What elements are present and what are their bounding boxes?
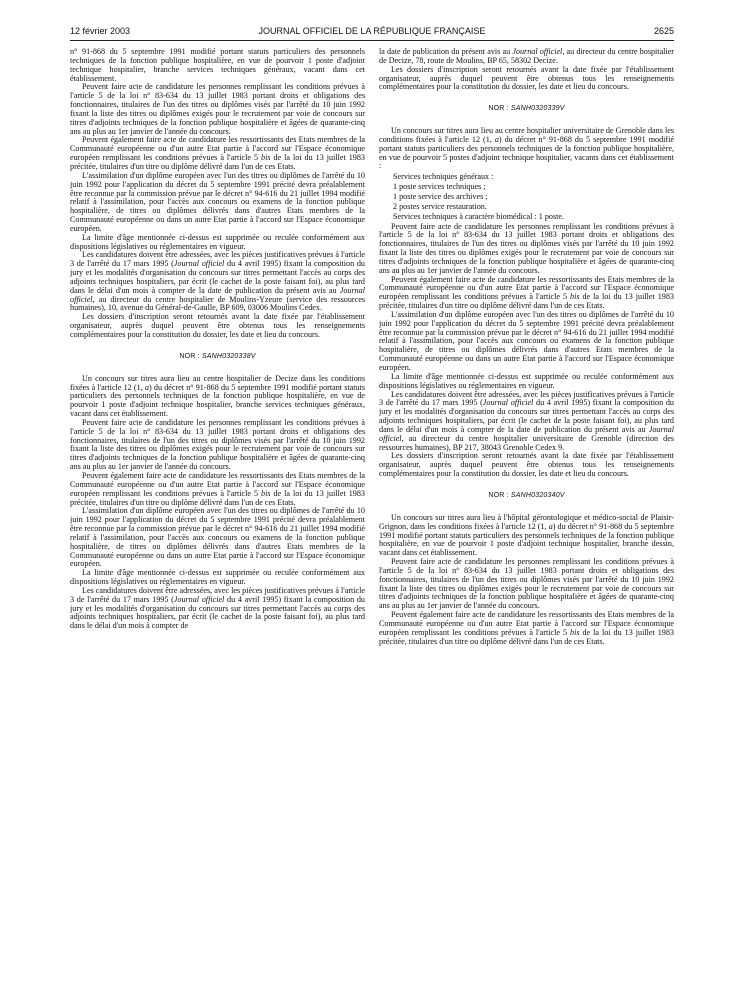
paragraph: Peuvent faire acte de candidature les personnes remplissant les conditions prévues à l'article 5 de la loi n° 83-634 du 13 juillet 1983 portant droits et obligations des fonctionnaires, titulaires de l'un des titres ou diplômes visés par l'arrêté du 10 juin 1992 fixant la liste des titres ou diplômes exigés pour le recrutement par voie de concours sur titres d'adjoints techniques de la fonction publique hospitalière et âgées de quarante-cinq ans au plus au 1er janvier de l'année du concours. — [379, 221, 674, 275]
header-rule — [70, 40, 674, 41]
list-item: 2 postes service restauration. — [393, 201, 487, 211]
nor-reference: NOR : SANH0320338V — [179, 352, 256, 360]
nor-reference: NOR : SANH0320340V — [488, 491, 565, 499]
paragraph: Les dossiers d'inscription seront retournés avant la date fixée par l'établissement organisateur, auprès duquel peuvent être obtenus tous les renseignements complémentaires pour la constitution du dossier, les date et lieu du concours. — [70, 312, 365, 339]
paragraph: Les dossiers d'inscription seront retournés avant la date fixée par l'établissement organisateur, auprès duquel peuvent être obtenus tous les renseignements complémentaires pour la constitution du dossier, les date et lieu du concours. — [379, 64, 674, 92]
paragraph: Peuvent également faire acte de candidature les ressortissants des Etats membres de la Communauté européenne ou d'un autre Etat partie à l'accord sur l'Espace économique européen remplissant les conditions prévues à l'article 5 bis de la loi du 13 juillet 1983 précitée, titulaires d'un titre ou diplôme délivré dans l'un de ces Etats. — [379, 274, 674, 311]
nor-reference: NOR : SANH0320339V — [488, 105, 565, 113]
left-column — [70, 48, 365, 978]
list-item: 1 poste services techniques ; — [393, 182, 486, 192]
paragraph: Les dossiers d'inscription seront retournés avant la date fixée par l'établissement organisateur, auprès duquel peuvent être obtenus tous les renseignements complémentaires pour la constitution du dossier, les date et lieu du concours. — [379, 451, 674, 479]
right-column — [379, 48, 674, 978]
paragraph: la date de publication du présent avis au Journal officiel, au directeur du centre hospitalier de Decize, 78, route de Moulins, BP 65, 58302 Decize. — [379, 48, 674, 65]
paragraph: Peuvent également faire acte de candidature les ressortissants des Etats membres de la Communauté européenne ou d'un autre Etat partie à l'accord sur l'Espace économique européen remplissant les conditions prévues à l'article 5 bis de la loi du 13 juillet 1983 précitée, titulaires d'un titre ou diplôme délivré dans l'un de ces Etats. — [379, 610, 674, 646]
page-number: 2625 — [653, 26, 674, 36]
paragraph: Peuvent faire acte de candidature les personnes remplissant les conditions prévues à l'article 5 de la loi n° 83-634 du 13 juillet 1983 portant droits et obligations des fonctionnaires, titulaires de l'un des titres ou diplômes visés par l'arrêté du 10 juin 1992 fixant la liste des titres ou diplômes exigés pour le recrutement par voie de concours sur titres d'adjoints techniques de la fonction publique hospitalière et âgées de quarante-cinq ans au plus au 1er janvier de l'année du concours. — [70, 417, 365, 472]
paragraph: Peuvent faire acte de candidature les personnes remplissant les conditions prévues à l'article 5 de la loi n° 83-634 du 13 juillet 1983 portant droits et obligations des fonctionnaires, titulaires de l'un des titres ou diplômes visés par l'arrêté du 10 juin 1992 fixant la liste des titres ou diplômes exigés pour le recrutement par voie de concours sur titres d'adjoints techniques de la fonction publique hospitalière et âgées de quarante-cinq ans au plus au 1er janvier de l'année du concours. — [70, 82, 365, 136]
paragraph: L'assimilation d'un diplôme européen avec l'un des titres ou diplômes de l'arrêté du 10 juin 1992 pour l'application du décret du 5 septembre 1991 précité devra préalablement être reconnue par la commission prévue par le décret n° 94-616 du 21 juillet 1994 modifié relatif à l'assimilation, pour l'accès aux concours ou examens de la fonction publique hospitalière, de titres ou diplômes délivrés dans d'autres Etats membres de la Communauté européenne ou dans un autre Etat partie à l'accord sur l'Espace économique européen. — [70, 506, 365, 569]
paragraph: La limite d'âge mentionnée ci-dessus est supprimée ou reculée conformément aux dispositions législatives ou réglementaires en vigueur. — [70, 568, 365, 587]
paragraph: Un concours sur titres aura lieu à l'hôpital gérontologique et médico-social de Plaisir-Grignon, dans les conditions fixées à l'article 12 (1, a) du décret n° 91-868 du 5 septembre 1991 modifié portant statuts particuliers des personnels techniques de la fonction publique hospitalière, en vue de pourvoir 1 poste d'adjoint technique hospitalier, branche dessin, vacant dans cet établissement. — [379, 512, 674, 558]
paragraph: Les candidatures doivent être adressées, avec les pièces justificatives prévues à l'article 3 de l'arrêté du 17 mars 1995 (Journal officiel du 4 avril 1995) fixant la composition du jury et les modalités d'organisation du concours sur titres permettant l'accès au corps des adjoints techniques hospitaliers, par écrit (le cachet de la poste faisant foi), au plus tard dans le délai d'un mois à compter de — [70, 585, 365, 631]
list-item: Services techniques généraux : — [393, 172, 494, 182]
paragraph: La limite d'âge mentionnée ci-dessus est supprimée ou reculée conformément aux dispositions législatives ou réglementaires en vigueur. — [70, 232, 365, 251]
paragraph: L'assimilation d'un diplôme européen avec l'un des titres ou diplômes de l'arrêté du 10 juin 1992 pour l'application du décret du 5 septembre 1991 précité devra préalablement être reconnue par la commission prévue par le décret n° 94-616 du 21 juillet 1994 modifié relatif à l'assimilation, pour l'accès aux concours ou examens de la fonction publique hospitalière, de titres ou diplômes délivrés dans d'autres Etats membres de la Communauté européenne ou dans un autre Etat partie à l'accord sur l'Espace économique européen. — [379, 309, 674, 372]
paragraph: Les candidatures doivent être adressées, avec les pièces justificatives prévues à l'article 3 de l'arrêté du 17 mars 1995 (Journal officiel du 4 avril 1995) fixant la composition du jury et les modalités d'organisation du concours sur titres permettant l'accès au corps des adjoints techniques hospitaliers, par écrit (le cachet de la poste faisant foi), au plus tard dans le délai d'un mois à compter de la date de publication du présent avis au Journal officiel, au directeur du centre hospitalier de Moulins-Yzeure (service des ressources humaines), 10, avenue du Général-de-Gaulle, BP 609, 03006 Moulins Cedex. — [70, 250, 365, 313]
journal-title: JOURNAL OFFICIEL DE LA RÉPUBLIQUE FRANÇAISE — [258, 26, 486, 36]
paragraph: Les candidatures doivent être adressées, avec les pièces justificatives prévues à l'article 3 de l'arrêté du 17 mars 1995 (Journal officiel du 4 avril 1995) fixant la composition du jury et les modalités d'organisation du concours sur titres permettant l'accès au corps des adjoints techniques hospitaliers, par écrit (le cachet de la poste faisant foi), au plus tard dans le délai d'un mois à compter de la date de publication du présent avis au Journal officiel, au directeur du centre hospitalier universitaire de Grenoble (direction des ressources humaines), BP 217, 38043 Grenoble Cedex 9. — [379, 389, 674, 452]
header-date: 12 février 2003 — [70, 26, 131, 36]
page-header — [70, 24, 674, 38]
list-item: Services techniques à caractère biomédical : 1 poste. — [393, 211, 565, 221]
paragraph: Peuvent faire acte de candidature les personnes remplissant les conditions prévues à l'article 5 de la loi n° 83-634 du 13 juillet 1983 portant droits et obligations des fonctionnaires, titulaires de l'un des titres ou diplômes visés par l'arrêté du 10 juin 1992 fixant la liste des titres ou diplômes exigés pour le recrutement par voie de concours sur titres d'adjoints techniques de la fonction publique hospitalière et âgées de quarante-cinq ans au plus au 1er janvier de l'année du concours. — [379, 557, 674, 611]
paragraph: Peuvent également faire acte de candidature les ressortissants des Etats membres de la Communauté européenne ou d'un autre Etat partie à l'accord sur l'Espace économique européen remplissant les conditions prévues à l'article 5 bis de la loi du 13 juillet 1983 précitée, titulaires d'un titre ou diplôme délivré dans l'un de ces Etats. — [70, 470, 365, 507]
paragraph: n° 91-868 du 5 septembre 1991 modifié portant statuts particuliers des personnels techniques de la fonction publique hospitalière, en vue de pourvoir 1 poste d'adjoint technique hospitalier, branche services techniques généraux, vacant dans cet établissement. — [70, 48, 365, 83]
paragraph: Un concours sur titres aura lieu au centre hospitalier universitaire de Grenoble dans les conditions fixées à l'article 12 (1, a) du décret n° 91-868 du 5 septembre 1991 modifié portant statuts particuliers des personnels techniques de la fonction publique hospitalière, en vue de pourvoir 5 postes d'adjoint technique hospitalier, vacants dans cet établissement : — [379, 126, 674, 171]
paragraph: Un concours sur titres aura lieu au centre hospitalier de Decize dans les conditions fixées à l'article 12 (1, a) du décret n° 91-868 du 5 septembre 1991 modifié portant statuts particuliers des personnels techniques de la fonction publique hospitalière, en vue de pourvoir 1 poste d'adjoint technique hospitalier, branche services techniques généraux, vacant dans cet établissement. — [70, 373, 365, 419]
paragraph: La limite d'âge mentionnée ci-dessus est supprimée ou reculée conformément aux dispositions législatives ou réglementaires en vigueur. — [379, 371, 674, 390]
paragraph: L'assimilation d'un diplôme européen avec l'un des titres ou diplômes de l'arrêté du 10 juin 1992 pour l'application du décret du 5 septembre 1991 précité devra préalablement être reconnue par la commission prévue par le décret n° 94-616 du 21 juillet 1994 modifié relatif à l'assimilation, pour l'accès aux concours ou examens de la fonction publique hospitalière, de titres ou diplômes délivrés dans d'autres Etats membres de la Communauté européenne ou dans un autre Etat partie à l'accord sur l'Espace économique européen. — [70, 170, 365, 233]
list-item: 1 poste service des archives ; — [393, 191, 488, 201]
paragraph: Peuvent également faire acte de candidature les ressortissants des Etats membres de la Communauté européenne ou d'un autre Etat partie à l'accord sur l'Espace économique européen remplissant les conditions prévues à l'article 5 bis de la loi du 13 juillet 1983 précitée, titulaires d'un titre ou diplôme délivré dans l'un de ces Etats. — [70, 135, 365, 171]
